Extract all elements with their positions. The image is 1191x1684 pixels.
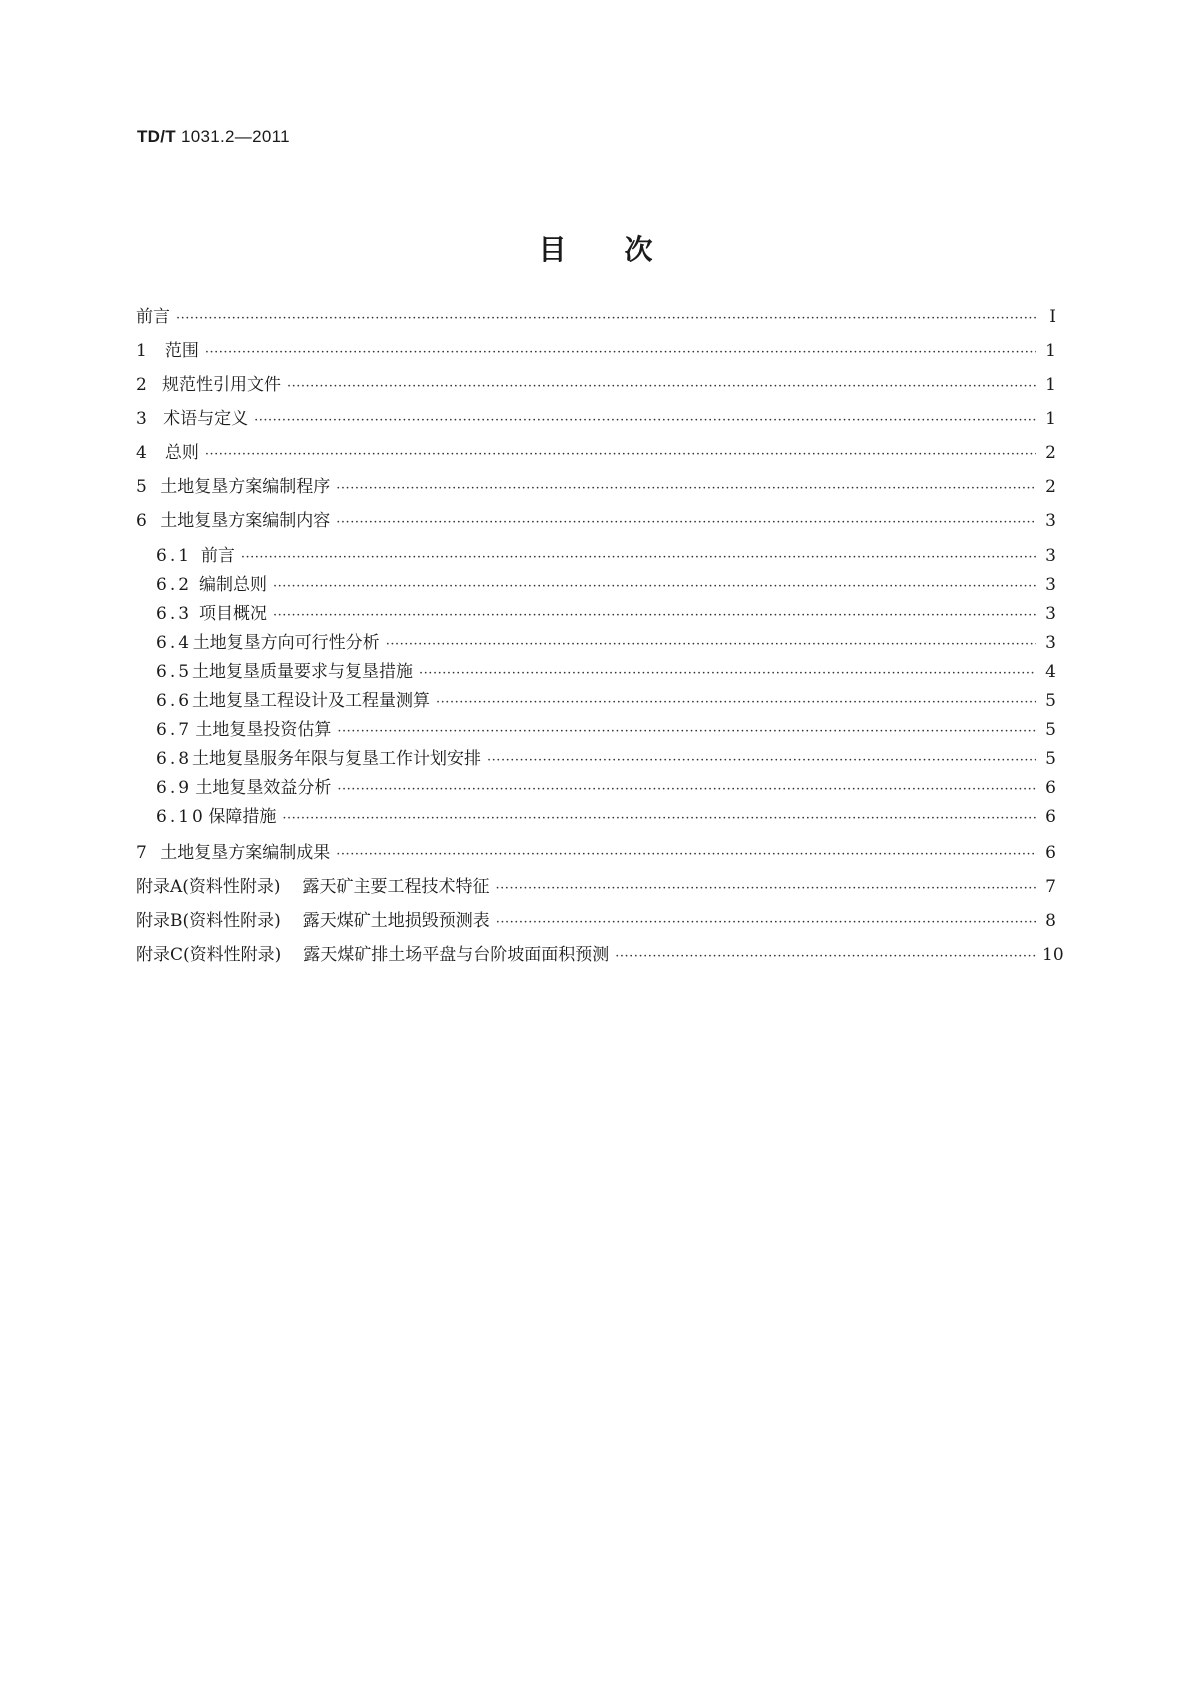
toc-entry[interactable]	[136, 472, 1056, 502]
toc-label: 土地复垦方向可行性分析	[192, 633, 380, 653]
toc-leader	[241, 543, 1036, 573]
toc-appendix-number: 附录B(资料性附录)	[136, 911, 281, 931]
toc-page: 1	[1045, 341, 1056, 361]
toc-subentry[interactable]	[156, 628, 1056, 658]
toc-subentry[interactable]	[156, 541, 1056, 571]
toc-entry[interactable]	[136, 336, 1056, 366]
toc-label: 项目概况	[199, 604, 268, 624]
toc-subentry[interactable]	[156, 657, 1056, 687]
toc-label: 范围	[164, 341, 199, 361]
toc-page: 5	[1045, 691, 1056, 711]
toc-page: 3	[1045, 604, 1056, 624]
toc-number: 6.7	[156, 720, 193, 740]
page-title: 目次	[538, 233, 711, 266]
toc-subentry[interactable]	[156, 773, 1056, 803]
toc-label: 规范性引用文件	[162, 375, 281, 395]
toc-page: 6	[1045, 843, 1056, 863]
toc-label: 土地复垦质量要求与复垦措施	[192, 662, 414, 682]
toc-number: 4	[136, 443, 147, 463]
standard-code	[137, 127, 290, 147]
toc-leader	[419, 659, 1036, 689]
toc-appendix-entry[interactable]	[136, 940, 1064, 970]
toc-leader	[336, 840, 1036, 870]
toc-page: Ⅰ	[1049, 307, 1056, 327]
toc-label: 露天矿主要工程技术特征	[302, 877, 490, 897]
toc-label: 露天煤矿土地损毁预测表	[302, 911, 490, 931]
toc-number: 5	[136, 477, 147, 497]
toc-label: 土地复垦方案编制成果	[160, 843, 331, 863]
toc-entry[interactable]	[136, 404, 1056, 434]
toc-label: 前言	[136, 307, 170, 327]
toc-page: 1	[1045, 409, 1056, 429]
toc-page: 1	[1045, 375, 1056, 395]
toc-label: 土地复垦投资估算	[195, 720, 332, 740]
toc-page: 6	[1045, 778, 1056, 798]
toc-subentry[interactable]	[156, 570, 1056, 600]
toc-page: 5	[1045, 720, 1056, 740]
toc-leader	[273, 601, 1036, 631]
toc-page: 2	[1045, 477, 1056, 497]
toc-leader	[436, 688, 1036, 718]
standard-prefix: TD/T	[137, 127, 176, 146]
toc-number: 6.10	[156, 807, 206, 827]
toc-number: 6.1	[156, 546, 193, 566]
toc-subentry[interactable]	[156, 715, 1056, 745]
toc-page: 8	[1045, 911, 1056, 931]
toc-leader	[273, 572, 1036, 602]
toc-appendix-number: 附录A(资料性附录)	[136, 877, 281, 897]
toc-page: 3	[1045, 633, 1056, 653]
toc-label: 保障措施	[208, 807, 277, 827]
toc-leader	[336, 474, 1036, 504]
toc-number: 1	[136, 341, 147, 361]
toc-page: 3	[1045, 546, 1056, 566]
toc-leader	[205, 440, 1036, 470]
toc-leader	[337, 775, 1036, 805]
toc-number: 3	[136, 409, 147, 429]
toc-subentry[interactable]	[156, 744, 1056, 774]
toc-subentry[interactable]	[156, 802, 1056, 832]
toc-page: 5	[1045, 749, 1056, 769]
toc-label: 术语与定义	[163, 409, 249, 429]
toc-entry-foreword[interactable]	[136, 302, 1056, 332]
toc-leader	[496, 874, 1036, 904]
toc-leader	[176, 304, 1036, 334]
toc-leader	[386, 630, 1036, 660]
toc-label: 土地复垦效益分析	[195, 778, 332, 798]
toc-leader	[205, 338, 1036, 368]
toc-label: 露天煤矿排土场平盘与台阶坡面面积预测	[303, 945, 610, 965]
toc-page: 10	[1042, 945, 1064, 965]
toc-number: 6.8	[156, 749, 193, 769]
toc-label: 编制总则	[199, 575, 268, 595]
toc-subentry[interactable]	[156, 686, 1056, 716]
toc-leader	[337, 717, 1036, 747]
toc-number: 6.9	[156, 778, 193, 798]
toc-leader	[615, 942, 1036, 972]
toc-leader	[254, 406, 1036, 436]
standard-number: 1031.2—2011	[181, 127, 290, 146]
toc-label: 土地复垦服务年限与复垦工作计划安排	[192, 749, 482, 769]
toc-leader	[487, 746, 1036, 776]
toc-page: 2	[1045, 443, 1056, 463]
toc-number: 2	[136, 375, 147, 395]
toc-label: 土地复垦方案编制程序	[160, 477, 331, 497]
toc-leader	[282, 804, 1036, 834]
toc-number: 6	[136, 511, 147, 531]
toc-number: 6.3	[156, 604, 193, 624]
toc-appendix-entry[interactable]	[136, 906, 1056, 936]
toc-leader	[496, 908, 1036, 938]
toc-page: 4	[1045, 662, 1056, 682]
toc-label: 总则	[164, 443, 199, 463]
toc-leader	[336, 508, 1036, 538]
toc-page: 3	[1045, 511, 1056, 531]
toc-number: 6.5	[156, 662, 193, 682]
toc-leader	[287, 372, 1036, 402]
toc-entry[interactable]	[136, 370, 1056, 400]
toc-page: 7	[1045, 877, 1056, 897]
toc-label: 土地复垦工程设计及工程量测算	[192, 691, 431, 711]
toc-appendix-number: 附录C(资料性附录)	[136, 945, 282, 965]
toc-label: 前言	[200, 546, 235, 566]
toc-number: 7	[136, 843, 147, 863]
toc-subentry[interactable]	[156, 599, 1056, 629]
toc-label: 土地复垦方案编制内容	[160, 511, 331, 531]
toc-entry[interactable]	[136, 838, 1056, 868]
toc-page: 3	[1045, 575, 1056, 595]
toc-number: 6.4	[156, 633, 193, 653]
toc-number: 6.6	[156, 691, 193, 711]
toc-entry[interactable]	[136, 506, 1056, 536]
toc-page: 6	[1045, 807, 1056, 827]
toc-entry[interactable]	[136, 438, 1056, 468]
toc-appendix-entry[interactable]	[136, 872, 1056, 902]
toc-number: 6.2	[156, 575, 193, 595]
